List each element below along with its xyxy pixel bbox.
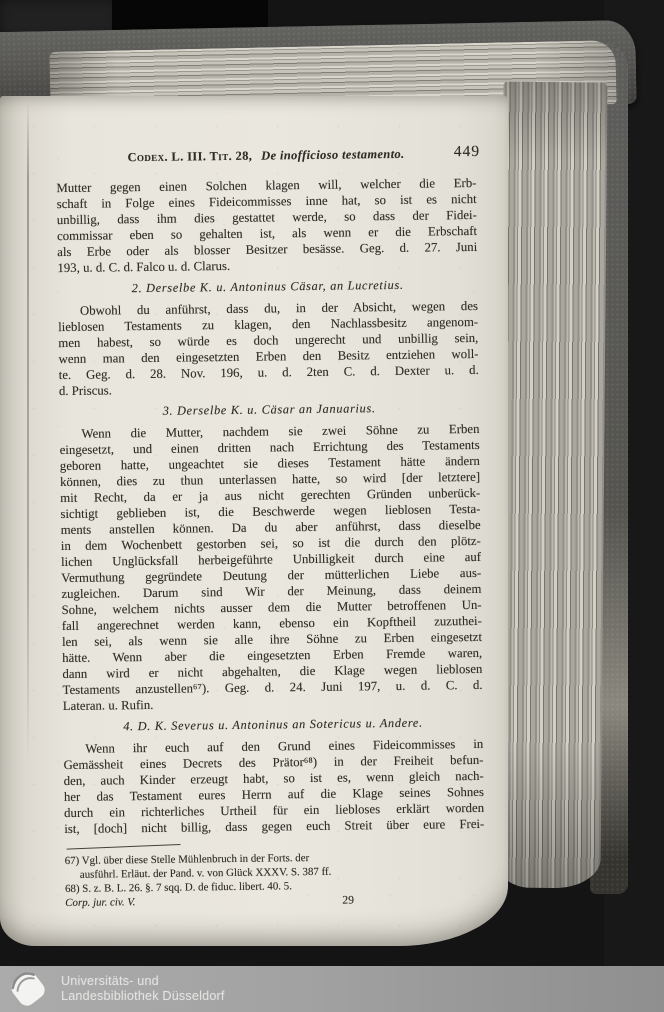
text-line: len sei, als wenn sie alle ihre Söhne zu Erben eingesetzt [61, 629, 483, 650]
text-line: fall angerechnet werden kann, ebenso ein Kopftheil zuzuthei- [61, 613, 482, 634]
text-line: als Erbe oder als blosser Besitzer besässe. Geg. d. 27. Juni [57, 239, 478, 260]
paragraph-section-3 [59, 421, 482, 698]
page-text-block [56, 142, 485, 911]
footnote-68: 68) S. z. B. L. 26. §. 7 sqq. D. de fiduc. libert. 40. 5. [64, 879, 292, 895]
text-line: hätte. Wenn aber die eingesetzten Erben Fremde waren, [62, 645, 483, 666]
text-line: her das Testament eures Herrn auf die Klage seines Sohnes [63, 784, 484, 805]
text-line: Vermuthung gegründete Deutung der mütterlichen Liebe aus- [61, 565, 482, 586]
sheet-number: 29 [342, 893, 355, 908]
text-line: Mutter gegen einen Solchen klagen will, welcher die Erb- [56, 175, 477, 196]
text-line: eingesetzt, und einen dritten nach Errichtung des Testaments [59, 437, 480, 458]
text-line: commissar eben so gehalten ist, als wenn er die Erbschaft [56, 223, 478, 244]
text-line: unbillig, dass ihm dies gestattet werde, so dass der Fidei- [56, 207, 477, 228]
paragraph-last-line: d. Priscus. [58, 383, 113, 399]
text-line: mit Recht, da er ja aus nicht gerechten Gründen unberück- [60, 485, 481, 506]
running-header [56, 142, 481, 166]
paragraph-last-line: Lateran. u. Rufin. [62, 697, 154, 714]
page-number: 449 [453, 142, 481, 161]
text-line: wenn man den eingesetzten Erben den Besitz entziehen woll- [58, 346, 479, 367]
text-line: den, auch Kinder erzeugt habt, so ist es, wenn gleich nach- [63, 768, 484, 789]
ulb-logo-icon [5, 968, 51, 1010]
text-line: in dem Wochenbett gestorben sei, so ist die durch den plötz- [60, 533, 481, 554]
footnotes-block [65, 850, 486, 911]
section-heading-3: 3. Derselbe K. u. Cäsar an Januarius. [162, 401, 376, 418]
text-line: Wenn ihr euch auf den Grund eines Fideicommisses in [85, 736, 484, 756]
header-citation: Codex. L. III. Tit. 28, [127, 148, 253, 165]
text-line: lieblosen Testaments zu klagen, den Nachlassbesitz angenom- [58, 314, 479, 335]
text-line: schaft in Folge eines Fideicommisses inne hat, so ist es nicht [56, 191, 477, 212]
text-line: Testaments anzustellen⁶⁷). Geg. d. 24. Juni 197, u. d. C. d. [62, 677, 483, 698]
text-line: Gemässheit eines Decrets des Prätor⁶⁸) in der Freiheit befun- [63, 752, 484, 773]
text-line: zugleichen. Darum sind Wir der Meinung, dass deinem [61, 581, 482, 602]
text-line: Obwohl du anführst, dass du, in der Absicht, wegen des [79, 298, 479, 318]
text-line: ist, [doch] nicht billig, dass gegen euch Streit über eure Frei- [64, 816, 485, 837]
library-brand-bar [0, 966, 664, 1012]
paragraph-section-2 [58, 298, 479, 383]
footnote-67-line1: 67) Vgl. über diese Stelle Mühlenbruch in der Forts. der [64, 852, 310, 868]
text-line: te. Geg. d. 28. Nov. 196, u. d. 2ten C. d. Dexter u. d. [58, 362, 479, 383]
header-treatise-title: De inofficioso testamento. [261, 146, 405, 163]
text-line: Sohne, welchem nichts ausser dem die Mutter betroffenen Un- [61, 597, 482, 618]
library-name-line2: Landesbibliothek Düsseldorf [61, 989, 225, 1003]
text-line: ments anstellen können. Da du aber anführst, dass dieselbe [60, 517, 481, 538]
paragraph-section-4 [63, 736, 484, 837]
text-line: geboren hatte, ungeachtet sie dieses Testament hätte ändern [59, 453, 480, 474]
library-name [61, 974, 225, 1005]
paragraph-last-line: 193, u. d. C. d. Falco u. d. Clarus. [57, 258, 231, 276]
footnote-67-line2: ausführl. Erläut. der Pand. v. von Glück XXXV. S. 387 ff. [79, 865, 332, 881]
text-line: sichtigt geblieben ist, die Beschwerde wegen lieblosen Testa- [60, 501, 481, 522]
page-gutter-crease [27, 100, 29, 763]
text-line: können, dies zu thun unterlassen hatte, so wird [der letztere] [59, 469, 481, 490]
text-line: lichen Unglücksfall herbeigeführte Unbilligkeit durch eine auf [60, 549, 482, 570]
footnote-separator-rule [67, 844, 181, 850]
text-line: men habest, so würde es doch ungerecht und unbillig sein, [58, 330, 479, 351]
volume-signature: Corp. jur. civ. V. [65, 896, 136, 910]
library-name-line1: Universitäts- und [61, 973, 159, 988]
text-line: durch ein richterliches Urtheil für ein liebloses erklärt worden [64, 800, 485, 821]
section-heading-4: 4. D. K. Severus u. Antoninus an Sotericus u. Andere. [123, 715, 423, 734]
book-fore-edge [496, 82, 607, 889]
text-line: Wenn die Mutter, nachdem sie zwei Söhne zu Erben [81, 421, 480, 441]
section-heading-2: 2. Derselbe K. u. Antoninus Cäsar, an Lucretius. [131, 277, 404, 296]
text-line: dann wird er nicht abgehalten, die Klage wegen lieblosen [62, 661, 483, 682]
paragraph-continuation [56, 175, 477, 260]
scanned-page [0, 96, 508, 946]
